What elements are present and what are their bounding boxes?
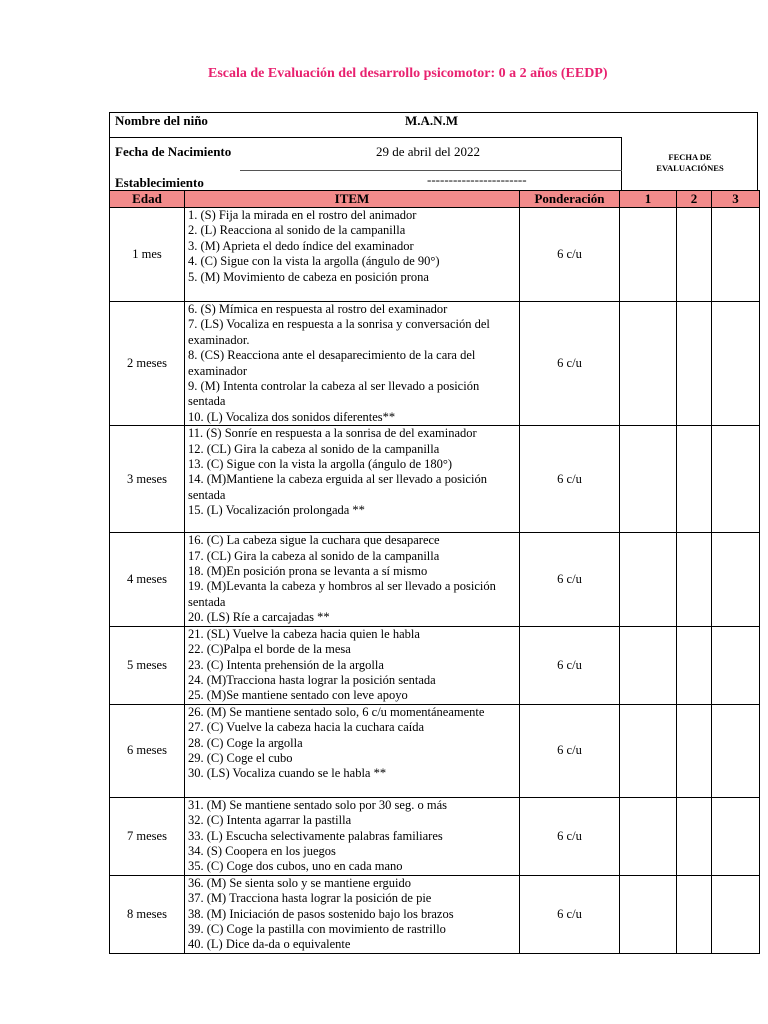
item-text: 6. (S) Mímica en respuesta al rostro del examinador xyxy=(188,302,448,316)
items-cell xyxy=(185,704,520,797)
items-cell xyxy=(185,626,520,704)
items-cell xyxy=(185,208,520,302)
column-header-eval-1: 1 xyxy=(620,191,677,208)
evaluation-cell-2[interactable] xyxy=(677,208,712,302)
item-text: 28. (C) Coge la argolla xyxy=(188,735,303,750)
item-text: 15. (L) Vocalización prolongada ** xyxy=(188,503,365,518)
item-text: 16. (C) La cabeza sigue la cuchara que desaparece xyxy=(188,533,440,548)
ponderacion-cell: 6 c/u xyxy=(520,797,620,875)
evaluation-cell-3[interactable] xyxy=(712,208,760,302)
item-text: 20. (LS) Ríe a carcajadas ** xyxy=(188,610,330,625)
ponderacion-cell: 6 c/u xyxy=(520,208,620,302)
item-text: 9. (M) Intenta controlar la cabeza al ser llevado a posición sentada xyxy=(188,379,480,409)
column-header-ponderacion: Ponderación xyxy=(520,191,620,208)
ponderacion-cell: 6 c/u xyxy=(520,302,620,426)
table-row xyxy=(110,704,760,797)
evaluation-cell-1[interactable] xyxy=(620,875,677,953)
item-text: 17. (CL) Gira la cabeza al sonido de la campanilla xyxy=(188,548,440,563)
item-text: 10. (L) Vocaliza dos sonidos diferentes** xyxy=(188,409,396,424)
header-divider-1 xyxy=(109,137,622,138)
item-text: 24. (M)Tracciona hasta lograr la posición sentada xyxy=(188,672,436,687)
evaluation-cell-1[interactable] xyxy=(620,208,677,302)
edad-cell: 4 meses xyxy=(110,533,185,626)
table-row xyxy=(110,626,760,704)
fecha-nacimiento-label: Fecha de Nacimiento xyxy=(115,144,232,159)
fecha-evaluaciones-line1: FECHA DE xyxy=(668,152,712,162)
ponderacion-cell: 6 c/u xyxy=(520,875,620,953)
edad-cell: 8 meses xyxy=(110,875,185,953)
edad-cell: 6 meses xyxy=(110,704,185,797)
item-text: 21. (SL) Vuelve la cabeza hacia quien le habla xyxy=(188,626,420,641)
evaluation-cell-3[interactable] xyxy=(712,875,760,953)
items-cell xyxy=(185,875,520,953)
evaluation-cell-3[interactable] xyxy=(712,533,760,626)
evaluation-cell-1[interactable] xyxy=(620,533,677,626)
evaluation-cell-2[interactable] xyxy=(677,426,712,533)
item-text: 37. (M) Tracciona hasta lograr la posición de pie xyxy=(188,891,432,906)
evaluation-cell-2[interactable] xyxy=(677,875,712,953)
item-text: 33. (L) Escucha selectivamente palabras familiares xyxy=(188,828,443,843)
evaluation-cell-2[interactable] xyxy=(677,626,712,704)
establecimiento-value: ----------------------- xyxy=(427,172,527,187)
evaluation-cell-2[interactable] xyxy=(677,302,712,426)
item-text: 5. (M) Movimiento de cabeza en posición prona xyxy=(188,269,429,284)
item-text: 29. (C) Coge el cubo xyxy=(188,750,293,765)
evaluation-cell-3[interactable] xyxy=(712,797,760,875)
column-header-eval-2: 2 xyxy=(677,191,712,208)
item-text: 32. (C) Intenta agarrar la pastilla xyxy=(188,813,352,828)
item-text: 11. (S) Sonríe en respuesta a la sonrisa de del examinador xyxy=(188,426,477,441)
item-text: 2. (L) Reacciona al sonido de la campanilla xyxy=(188,223,406,238)
item-text: 4. (C) Sigue con la vista la argolla (ángulo de 90°) xyxy=(188,254,440,269)
table-row xyxy=(110,208,760,302)
item-text: 39. (C) Coge la pastilla con movimiento de rastrillo xyxy=(188,921,446,936)
edad-cell: 2 meses xyxy=(110,302,185,426)
ponderacion-cell: 6 c/u xyxy=(520,626,620,704)
item-text: 7. (LS) Vocaliza en respuesta a la sonrisa y conversación del examinador. xyxy=(188,317,490,347)
item-text: 30. (LS) Vocaliza cuando se le habla ** xyxy=(188,766,387,781)
table-row xyxy=(110,302,760,426)
item-text: 22. (C)Palpa el borde de la mesa xyxy=(188,642,351,657)
item-text: 23. (C) Intenta prehensión de la argolla xyxy=(188,657,384,672)
evaluation-cell-3[interactable] xyxy=(712,426,760,533)
item-text: 19. (M)Levanta la cabeza y hombros al ser llevado a posición sentada xyxy=(188,579,496,609)
evaluation-cell-1[interactable] xyxy=(620,797,677,875)
item-text: 26. (M) Se mantiene sentado solo, 6 c/u momentáneamente xyxy=(188,704,485,719)
item-text: 3. (M) Aprieta el dedo índice del examinador xyxy=(188,238,414,253)
item-text: 18. (M)En posición prona se levanta a sí mismo xyxy=(188,564,428,579)
edad-cell: 5 meses xyxy=(110,626,185,704)
item-text: 25. (M)Se mantiene sentado con leve apoyo xyxy=(188,688,408,703)
document-title: Escala de Evaluación del desarrollo psicomotor: 0 a 2 años (EEDP) xyxy=(208,66,608,81)
items-cell xyxy=(185,533,520,626)
column-header-eval-3: 3 xyxy=(712,191,760,208)
nombre-label: Nombre del niño xyxy=(115,113,208,128)
evaluation-cell-2[interactable] xyxy=(677,797,712,875)
evaluation-cell-1[interactable] xyxy=(620,704,677,797)
establecimiento-label: Establecimiento xyxy=(115,175,204,190)
item-text: 8. (CS) Reacciona ante el desaparecimiento de la cara del examinador xyxy=(188,348,476,378)
evaluation-cell-2[interactable] xyxy=(677,533,712,626)
fecha-nacimiento-value: 29 de abril del 2022 xyxy=(376,144,480,159)
column-header-item: ITEM xyxy=(185,191,520,208)
item-text: 31. (M) Se mantiene sentado solo por 30 seg. o más xyxy=(188,797,447,812)
table-row xyxy=(110,797,760,875)
item-text: 34. (S) Coopera en los juegos xyxy=(188,843,336,858)
column-header-edad: Edad xyxy=(110,191,185,208)
item-text: 1. (S) Fija la mirada en el rostro del animador xyxy=(188,208,417,222)
evaluation-cell-3[interactable] xyxy=(712,626,760,704)
items-cell xyxy=(185,302,520,426)
edad-cell: 1 mes xyxy=(110,208,185,302)
table-row xyxy=(110,426,760,533)
evaluation-cell-3[interactable] xyxy=(712,704,760,797)
item-text: 35. (C) Coge dos cubos, uno en cada mano xyxy=(188,859,403,874)
eedp-table xyxy=(109,190,760,954)
edad-cell: 3 meses xyxy=(110,426,185,533)
items-cell xyxy=(185,426,520,533)
table-row xyxy=(110,875,760,953)
table-header-row xyxy=(110,191,760,208)
fecha-evaluaciones-line2: EVALUACIÓNES xyxy=(656,163,724,173)
items-cell xyxy=(185,797,520,875)
fecha-evaluaciones-label xyxy=(622,152,758,174)
item-text: 27. (C) Vuelve la cabeza hacia la cuchara caída xyxy=(188,720,425,735)
ponderacion-cell: 6 c/u xyxy=(520,533,620,626)
item-text: 36. (M) Se sienta solo y se mantiene erguido xyxy=(188,875,411,890)
item-text: 12. (CL) Gira la cabeza al sonido de la campanilla xyxy=(188,441,440,456)
ponderacion-cell: 6 c/u xyxy=(520,704,620,797)
header-divider-2 xyxy=(240,170,622,171)
evaluation-cell-1[interactable] xyxy=(620,426,677,533)
item-text: 38. (M) Iniciación de pasos sostenido bajo los brazos xyxy=(188,906,454,921)
edad-cell: 7 meses xyxy=(110,797,185,875)
evaluation-cell-1[interactable] xyxy=(620,626,677,704)
table-row xyxy=(110,533,760,626)
nombre-value: M.A.N.M xyxy=(405,113,459,128)
item-text: 14. (M)Mantiene la cabeza erguida al ser llevado a posición sentada xyxy=(188,472,487,502)
ponderacion-cell: 6 c/u xyxy=(520,426,620,533)
item-text: 40. (L) Dice da-da o equivalente xyxy=(188,937,351,952)
table-body xyxy=(110,208,760,954)
evaluation-cell-1[interactable] xyxy=(620,302,677,426)
evaluation-cell-2[interactable] xyxy=(677,704,712,797)
item-text: 13. (C) Sigue con la vista la argolla (ángulo de 180°) xyxy=(188,457,453,472)
evaluation-cell-3[interactable] xyxy=(712,302,760,426)
